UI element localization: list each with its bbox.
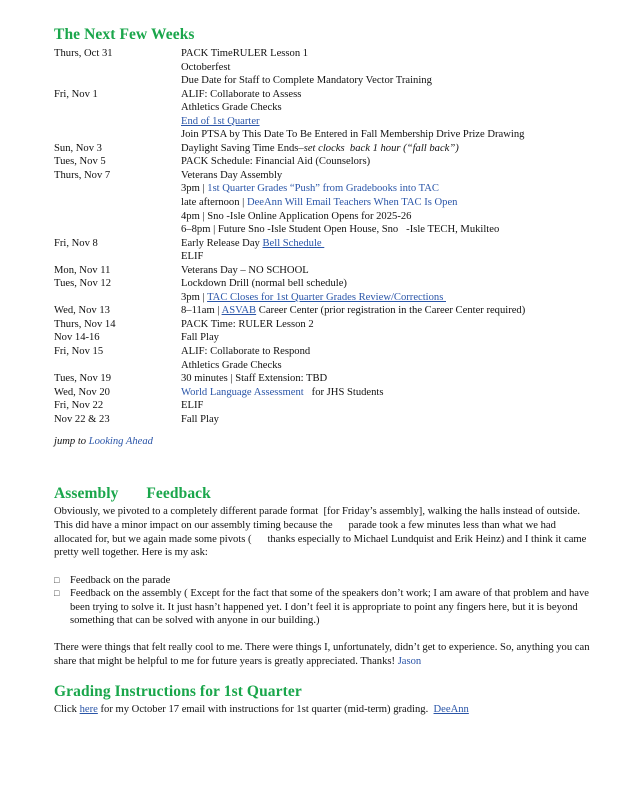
schedule-date: Tues, Nov 19 [54, 373, 112, 385]
schedule-event [181, 386, 383, 400]
event-text: 3pm | [181, 291, 208, 303]
event-text: 3pm | [181, 183, 208, 195]
schedule-row [54, 88, 594, 102]
jason-link[interactable]: Jason [397, 655, 422, 667]
assembly-section [54, 485, 594, 668]
looking-ahead-link[interactable]: Looking Ahead [88, 436, 153, 448]
event-text: for JHS Students [303, 386, 384, 398]
schedule-row [54, 142, 594, 156]
schedule-date: Thurs, Nov 14 [54, 318, 116, 330]
event-text: ELIF [181, 251, 204, 263]
schedule-event [181, 250, 203, 264]
event-text: Fall Play [181, 332, 219, 344]
event-text: Early Release Day [181, 237, 263, 249]
event-text: Veterans Day Assembly [181, 169, 283, 181]
schedule-date: Thurs, Nov 7 [54, 169, 111, 181]
schedule-date [54, 74, 181, 88]
schedule-event [181, 359, 282, 373]
schedule-date [54, 210, 181, 224]
schedule-date [54, 291, 181, 305]
grading-middle: for my October 17 email with instructions for 1st quarter (mid-term) grading. [97, 704, 434, 716]
schedule-row [54, 47, 594, 61]
ask-item [54, 587, 594, 628]
event-text: Daylight Saving Time Ends– [181, 142, 304, 154]
assembly-intro: Obviously, we pivoted to a completely different parade format [for Friday’s assembly], walking the halls instead of outside. This did have a minor impact on our assembly timing because the parade took a few minutes less than what we had allocated for, but we again made some pivots ( thanks especially to Michael Lundquist and Erik Heinz) and I think it came pretty well together. Here is my ask: [54, 506, 590, 559]
ask-item-text: Feedback on the parade [70, 574, 171, 586]
event-text: PACK Schedule: Financial Aid (Counselors) [181, 156, 371, 168]
schedule-date [54, 101, 181, 115]
event-text: Lockdown Drill (normal bell schedule) [181, 278, 347, 290]
grading-heading: Grading Instructions for 1st Quarter [54, 683, 302, 701]
schedule-event [181, 318, 314, 332]
checkbox-bullet-icon: □ [54, 588, 60, 599]
schedule-row [54, 331, 594, 345]
schedule-event [181, 210, 411, 224]
event-text: ALIF: Collaborate to Assess [181, 88, 302, 100]
event-text: late afternoon | [181, 197, 247, 209]
event-text: 6–8pm | Future Sno -Isle Student Open House, Sno -Isle TECH, Mukilteo [181, 224, 500, 236]
event-text: Join PTSA by This Date To Be Entered in Fall Membership Drive Prize Drawing [181, 129, 525, 141]
schedule-row [54, 74, 594, 88]
schedule-date: Sun, Nov 3 [54, 142, 102, 154]
schedule-row [54, 155, 594, 169]
schedule-row [54, 304, 594, 318]
schedule-row [54, 61, 594, 75]
event-text: PACK Time: RULER Lesson 2 [181, 318, 314, 330]
event-text: Career Center (prior registration in the Career Center required) [256, 305, 526, 317]
schedule-event [181, 291, 446, 305]
event-link[interactable]: World Language Assessment [181, 386, 304, 398]
event-text: Octoberfest [181, 61, 231, 73]
schedule-event [181, 304, 525, 318]
assembly-heading: Assembly Feedback [54, 485, 211, 503]
here-link[interactable]: here [79, 704, 98, 716]
schedule-row [54, 413, 594, 427]
event-link[interactable]: ASVAB [221, 305, 257, 317]
event-text: Due Date for Staff to Complete Mandatory Vector Training [181, 75, 432, 87]
schedule-row [54, 210, 594, 224]
schedule-event [181, 169, 282, 183]
event-text: PACK TimeRULER Lesson 1 [181, 48, 309, 59]
event-text: ALIF: Collaborate to Respond [181, 346, 311, 358]
schedule-row [54, 169, 594, 183]
ask-item [54, 574, 594, 588]
schedule-event [181, 413, 219, 427]
schedule-event [181, 277, 347, 291]
schedule-row [54, 128, 594, 142]
schedule-event [181, 101, 282, 115]
schedule-event [181, 115, 260, 129]
assembly-ask-list [54, 574, 594, 628]
event-link[interactable]: DeeAnn Will Email Teachers When TAC Is Open [246, 197, 458, 209]
schedule-date: Tues, Nov 12 [54, 278, 112, 290]
schedule-row [54, 101, 594, 115]
schedule-event [181, 331, 219, 345]
schedule-row [54, 237, 594, 251]
schedule-row [54, 345, 594, 359]
assembly-closing [54, 641, 594, 668]
event-text: 8–11am | [181, 305, 222, 317]
schedule-date: Tues, Nov 5 [54, 156, 106, 168]
schedule-date [54, 223, 181, 237]
schedule-event [181, 128, 524, 142]
schedule-event [181, 264, 309, 278]
schedule-event [181, 372, 327, 386]
schedule-row [54, 115, 594, 129]
schedule-row [54, 359, 594, 373]
jump-line [54, 436, 594, 447]
schedule-date [54, 182, 181, 196]
schedule-row [54, 182, 594, 196]
grading-section [54, 683, 594, 717]
schedule-event [181, 142, 459, 156]
schedule-date: Wed, Nov 13 [54, 305, 110, 317]
schedule-date [54, 61, 181, 75]
schedule-event [181, 88, 301, 102]
checkbox-bullet-icon: □ [54, 574, 60, 585]
event-text: Fall Play [181, 413, 219, 425]
schedule-date: Nov 22 & 23 [54, 413, 110, 425]
schedule-event [181, 399, 203, 413]
newsletter-page [54, 26, 594, 717]
schedule-row [54, 277, 594, 291]
schedule-event [181, 237, 324, 251]
schedule-event [181, 345, 310, 359]
schedule-event [181, 196, 457, 210]
grading-text [54, 703, 594, 717]
schedule-row [54, 250, 594, 264]
deeann-link[interactable]: DeeAnn [433, 704, 469, 716]
schedule-row [54, 264, 594, 278]
next-weeks-heading: The Next Few Weeks [54, 26, 195, 43]
schedule-row [54, 223, 594, 237]
schedule-date [54, 128, 181, 142]
schedule-date: Nov 14-16 [54, 332, 100, 344]
event-text: Athletics Grade Checks [181, 102, 282, 114]
schedule-event [181, 61, 230, 75]
schedule-row [54, 372, 594, 386]
event-text: 4pm | Sno -Isle Online Application Opens for 2025-26 [181, 210, 412, 222]
schedule-event [181, 155, 370, 169]
event-link[interactable]: End of 1st Quarter [181, 115, 260, 127]
closing-text: There were things that felt really cool to me. There were things I, unfortunately, didn’t get to experience. So, anything you can share that might be helpful to me for future years is greatly appreciated. Thanks! [54, 642, 590, 667]
schedule-row [54, 386, 594, 400]
event-link[interactable]: Bell Schedule [262, 237, 325, 249]
event-text: 30 minutes | Staff Extension: TBD [181, 373, 328, 385]
grading-prefix: Click [54, 704, 80, 716]
schedule-date: Fri, Nov 1 [54, 88, 98, 100]
schedule-date [54, 196, 181, 210]
event-text: Veterans Day – NO SCHOOL [181, 264, 309, 276]
jump-prefix: jump to [54, 436, 89, 448]
event-link[interactable]: TAC Closes for 1st Quarter Grades Review/Corrections [207, 291, 446, 303]
schedule-date [54, 115, 181, 129]
event-link[interactable]: 1st Quarter Grades “Push” from Gradebooks into TAC [207, 183, 439, 195]
event-text: ELIF [181, 400, 204, 412]
schedule-row [54, 196, 594, 210]
event-text: Athletics Grade Checks [181, 359, 282, 371]
schedule-date: Fri, Nov 22 [54, 400, 104, 412]
schedule-row [54, 318, 594, 332]
schedule-event [181, 223, 499, 237]
schedule-row [54, 291, 594, 305]
event-text: set clocks back 1 hour (“fall back”) [303, 142, 459, 154]
schedule-date: Fri, Nov 8 [54, 237, 98, 249]
schedule-date: Mon, Nov 11 [54, 264, 111, 276]
schedule-event [181, 47, 308, 61]
schedule-date [54, 250, 181, 264]
schedule-event [181, 182, 439, 196]
schedule-date: Wed, Nov 20 [54, 386, 110, 398]
schedule-event [181, 74, 432, 88]
schedule-date: Fri, Nov 15 [54, 346, 104, 358]
schedule-row [54, 399, 594, 413]
schedule-list [54, 47, 594, 426]
schedule-date [54, 359, 181, 373]
ask-item-text: Feedback on the assembly ( Except for the fact that some of the speakers don’t work; I am aware of that problem and have been trying to solve it. It just hasn’t happened yet. I don’t feel it is appropriate to point any fingers here, but it is beyond something that can be solved with anyone in our building.) [70, 588, 590, 627]
schedule-date: Thurs, Oct 31 [54, 48, 113, 59]
